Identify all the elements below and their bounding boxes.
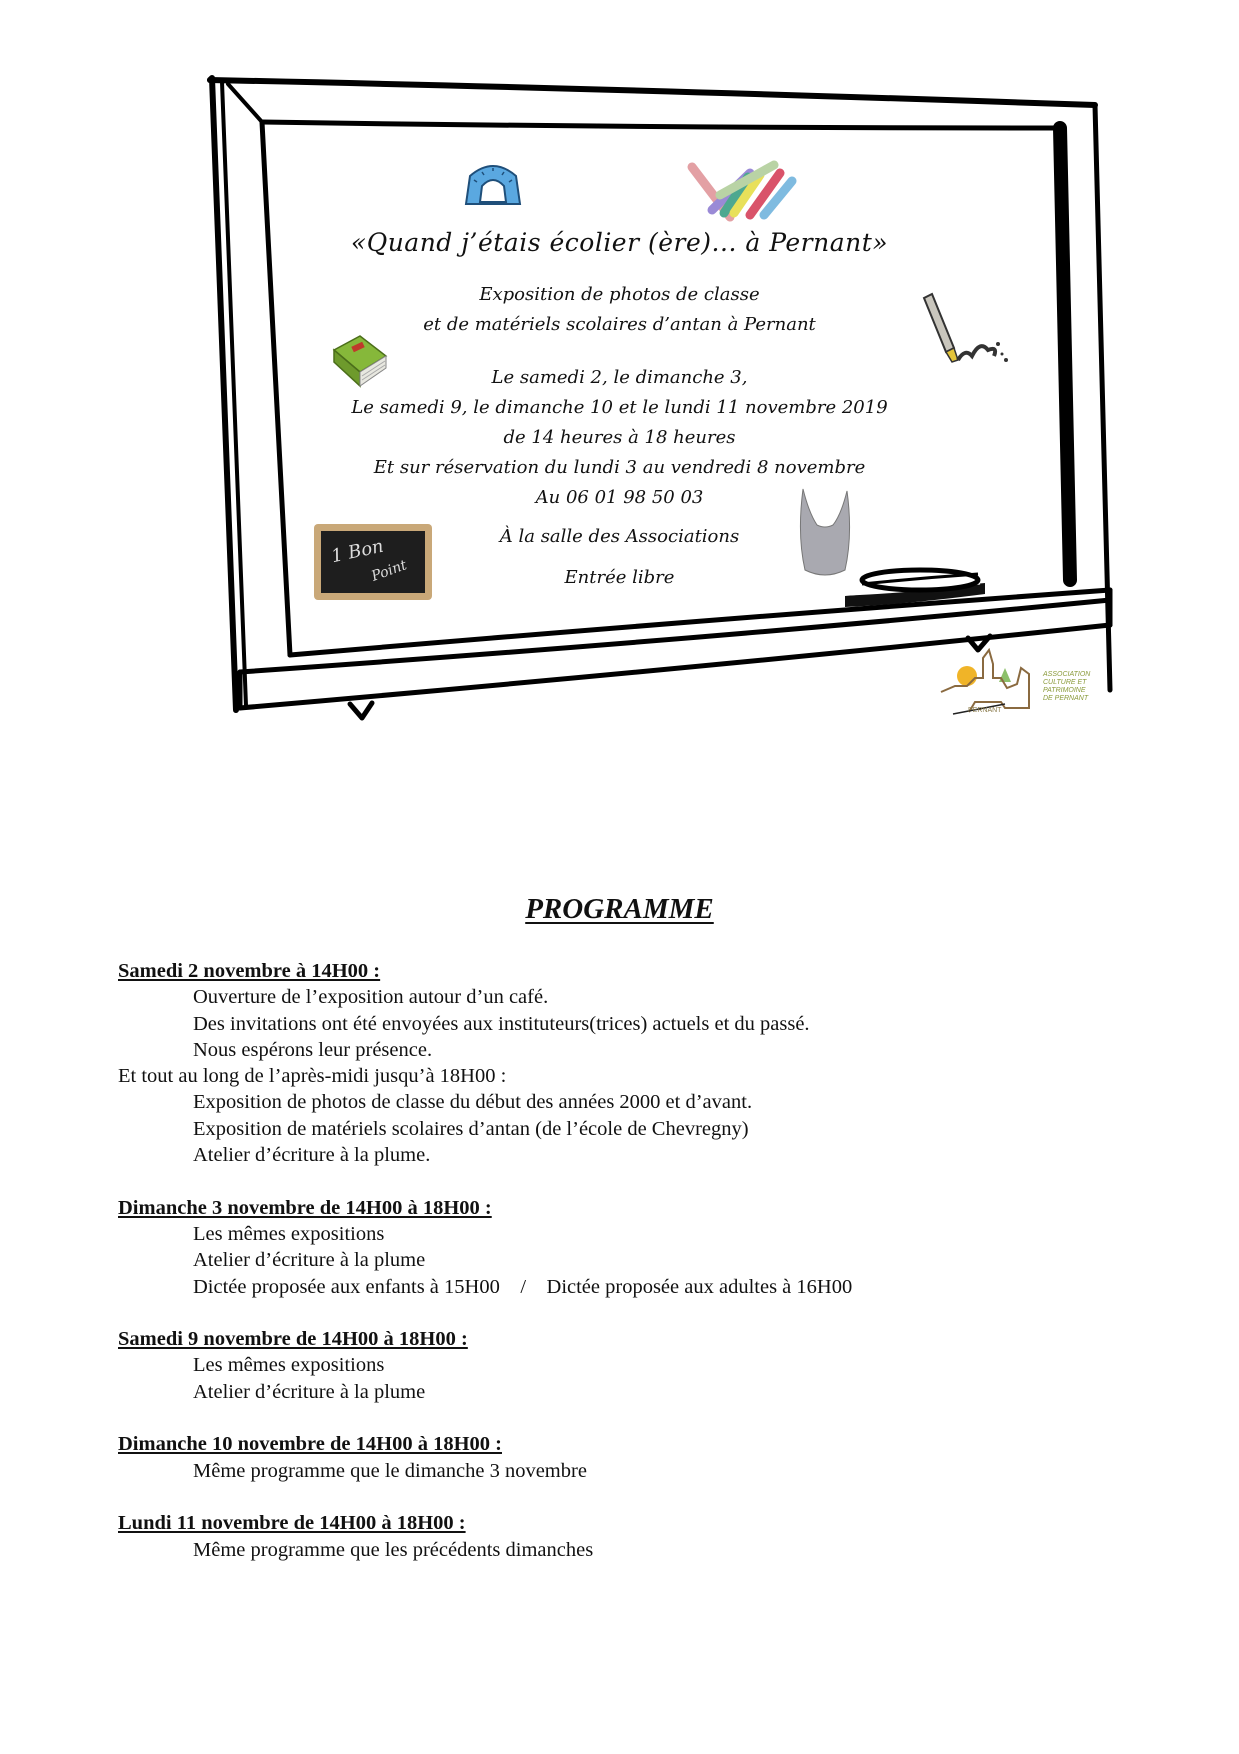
programme-item: Atelier d’écriture à la plume [193, 1380, 426, 1403]
programme-item: Exposition de matériels scolaires d’antan (de l’école de Chevregny) [193, 1117, 749, 1140]
programme-day-heading: Samedi 9 novembre de 14H00 à 18H00 : [118, 1328, 468, 1351]
programme-item: Atelier d’écriture à la plume. [193, 1144, 431, 1167]
programme-item: Dictée proposée aux enfants à 15H00 / Dictée proposée aux adultes à 16H00 [193, 1275, 853, 1298]
programme-item: Atelier d’écriture à la plume [193, 1249, 426, 1272]
spacer [118, 1405, 1118, 1431]
programme-day-heading: Samedi 2 novembre à 14H00 : [118, 960, 381, 982]
chalkboard-poster [0, 0, 1239, 740]
programme-item: Exposition de photos de classe du début des années 2000 et d’avant. [193, 1091, 753, 1114]
programme-item: Même programme que le dimanche 3 novembre [193, 1459, 587, 1482]
spacer [118, 1300, 1118, 1326]
poster-dates-line-1: Le samedi 2, le dimanche 3, [491, 367, 748, 388]
poster-subtitle-line-1: Exposition de photos de classe [479, 284, 760, 305]
spacer [118, 1484, 1118, 1510]
association-logo-sub: PERNANT [968, 707, 1002, 714]
programme-day-heading: Dimanche 10 novembre de 14H00 à 18H00 : [118, 1433, 502, 1456]
poster-phone: Au 06 01 98 50 03 [535, 487, 704, 508]
poster-subtitle-line-2: et de matériels scolaires d’antan à Pernant [423, 314, 816, 335]
programme-item: Nous espérons leur présence. [193, 1038, 433, 1061]
programme-item: Même programme que les précédents dimanches [193, 1538, 594, 1561]
protractor-icon [462, 162, 524, 208]
poster-hours: de 14 heures à 18 heures [503, 427, 736, 448]
programme-subheading: Et tout au long de l’après-midi jusqu’à 18H00 : [118, 1065, 507, 1088]
programme-item: Des invitations ont été envoyées aux instituteurs(trices) actuels et du passé. [193, 1012, 810, 1035]
poster-dates-line-2: Le samedi 9, le dimanche 10 et le lundi 11 novembre 2019 [351, 397, 888, 418]
poster-entry: Entrée libre [564, 567, 675, 588]
programme-item: Ouverture de l’exposition autour d’un café. [193, 986, 549, 1009]
association-logo-text: ASSOCIATION CULTURE ET PATRIMOINE DE PERNANT [1043, 671, 1091, 702]
programme-list [118, 958, 1118, 1563]
spacer [118, 1168, 1118, 1194]
programme-day-heading: Dimanche 3 novembre de 14H00 à 18H00 : [118, 1196, 492, 1219]
slate-text-line-1: 1 Bon [329, 535, 386, 568]
chalk-icon [672, 155, 802, 225]
programme-title: PROGRAMME [525, 893, 714, 925]
poster-reservation: Et sur réservation du lundi 3 au vendredi 8 novembre [373, 457, 866, 478]
programme-day-heading: Lundi 11 novembre de 14H00 à 18H00 : [118, 1512, 466, 1535]
poster-title: «Quand j’étais écolier (ère)... à Pernant» [350, 228, 889, 257]
programme-item: Les mêmes expositions [193, 1354, 385, 1377]
programme-item: Les mêmes expositions [193, 1222, 385, 1245]
poster-location: À la salle des Associations [499, 526, 740, 547]
slate-text-line-2: Point [369, 557, 410, 585]
